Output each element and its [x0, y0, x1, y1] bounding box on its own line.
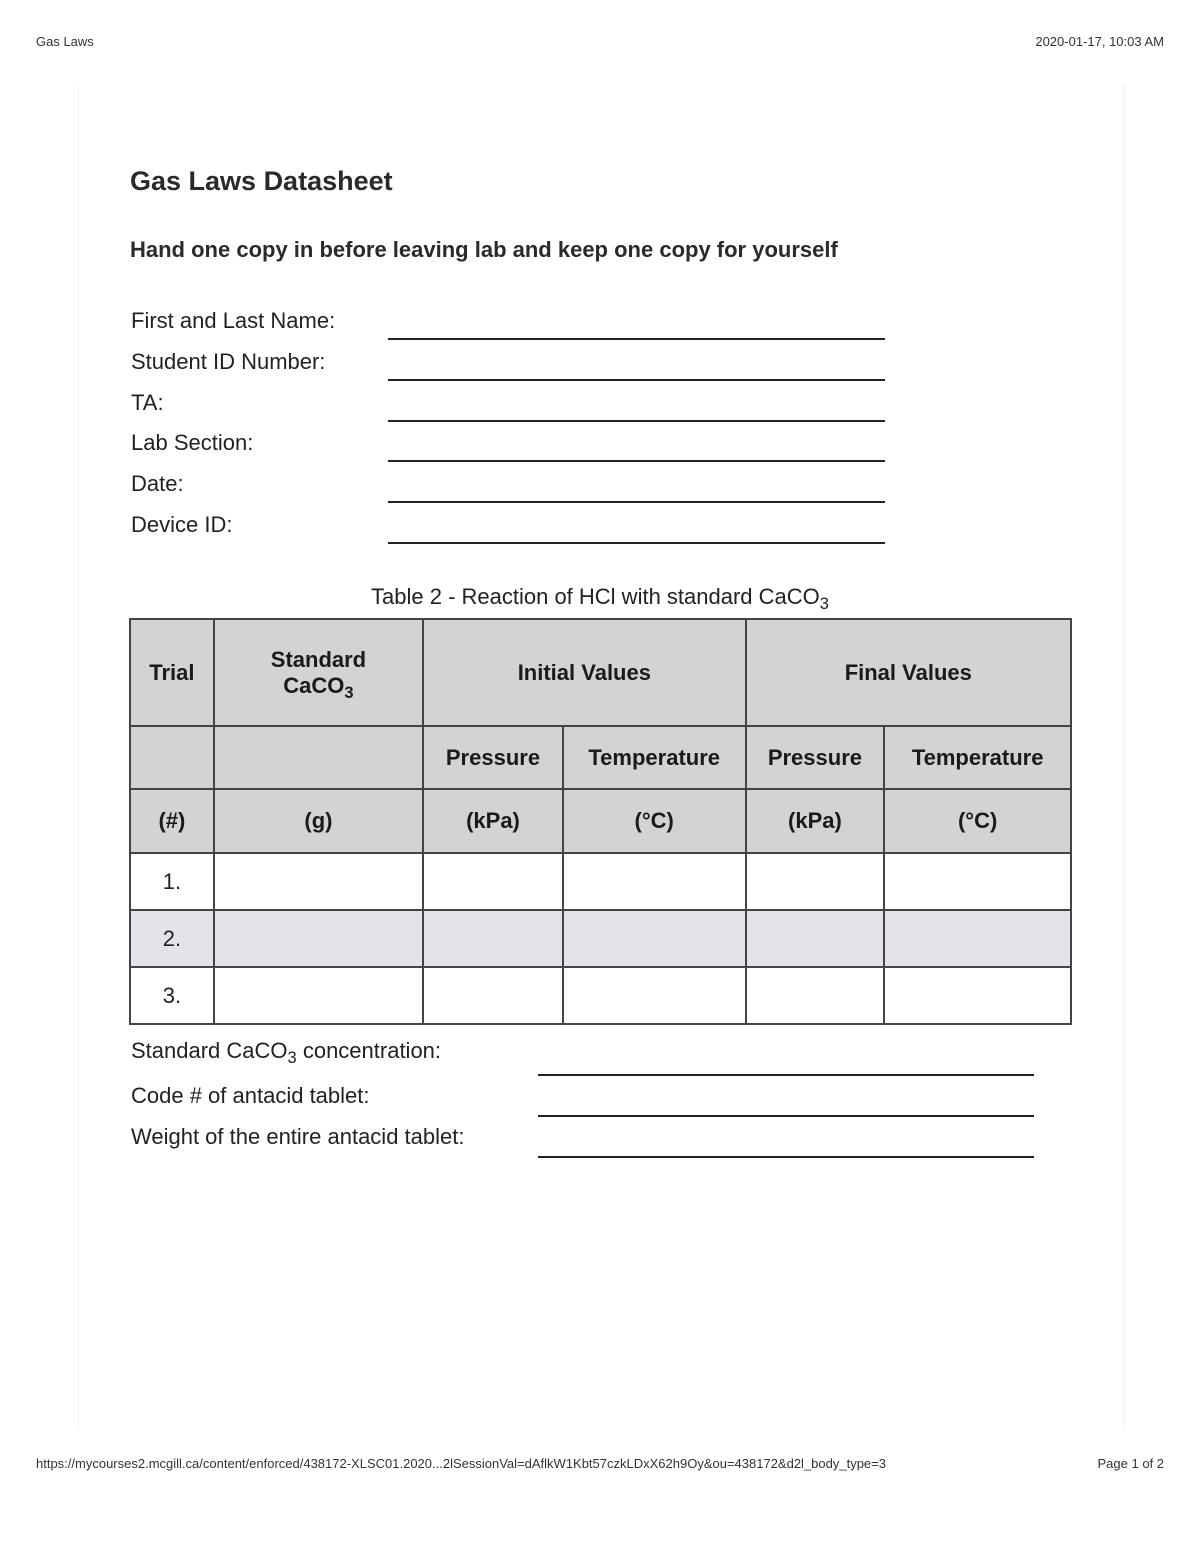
mass-cell[interactable] [214, 910, 423, 967]
column-header-standard-caco: CaCO [283, 672, 345, 698]
table-units-row [130, 789, 1071, 853]
column-header-initial-values: Initial Values [423, 619, 745, 726]
unit-initial-pressure: (kPa) [423, 789, 563, 853]
field-label: Code # of antacid tablet: [131, 1083, 370, 1108]
field-blank-line [538, 1074, 1034, 1076]
trial-number: 3. [130, 967, 214, 1024]
print-footer-page-number: Page 1 of 2 [1097, 1456, 1164, 1471]
table-caption-subscript: 3 [819, 594, 829, 613]
field-label: Weight of the entire antacid tablet: [131, 1124, 465, 1149]
column-header-standard [214, 619, 423, 726]
table-header-row [130, 619, 1071, 726]
field-blank-line [388, 460, 885, 462]
print-footer [36, 1456, 1164, 1471]
final-pressure-cell[interactable] [746, 967, 885, 1024]
concentration-label-post: concentration: [296, 1038, 442, 1063]
field-device-id [130, 512, 890, 546]
final-temperature-cell[interactable] [884, 853, 1071, 910]
field-label: Lab Section: [131, 430, 254, 455]
column-header-final-temperature: Temperature [884, 726, 1071, 789]
table-row [130, 910, 1071, 967]
table-subheader-row [130, 726, 1071, 789]
print-header [36, 34, 1164, 49]
mass-cell[interactable] [214, 967, 423, 1024]
column-header-standard-subscript: 3 [344, 683, 354, 702]
table-row [130, 853, 1071, 910]
trial-number: 1. [130, 853, 214, 910]
concentration-label-pre: Standard CaCO [131, 1038, 288, 1063]
field-blank-line [388, 379, 885, 381]
document-subtitle: Hand one copy in before leaving lab and keep one copy for yourself [130, 237, 838, 262]
field-blank-line [388, 501, 885, 503]
field-label: Date: [131, 471, 184, 496]
table-caption-text: Table 2 - Reaction of HCl with standard CaCO [371, 584, 820, 609]
concentration-label-subscript: 3 [287, 1048, 297, 1067]
final-pressure-cell[interactable] [746, 910, 885, 967]
mass-cell[interactable] [214, 853, 423, 910]
final-temperature-cell[interactable] [884, 910, 1071, 967]
column-header-initial-pressure: Pressure [423, 726, 563, 789]
print-header-timestamp: 2020-01-17, 10:03 AM [1035, 34, 1164, 49]
field-label: TA: [131, 390, 164, 415]
column-header-standard-line1: Standard [270, 646, 367, 672]
final-pressure-cell[interactable] [746, 853, 885, 910]
field-antacid-code [130, 1083, 1040, 1117]
column-header-trial: Trial [130, 619, 214, 726]
empty-header-cell [130, 726, 214, 789]
field-date [130, 471, 890, 505]
field-ta [130, 390, 890, 424]
field-label: First and Last Name: [131, 308, 336, 333]
unit-trial: (#) [130, 789, 214, 853]
field-blank-line [538, 1115, 1034, 1117]
field-lab-section [130, 430, 890, 464]
table-row [130, 967, 1071, 1024]
final-temperature-cell[interactable] [884, 967, 1071, 1024]
initial-pressure-cell[interactable] [423, 967, 563, 1024]
field-blank-line [388, 338, 885, 340]
unit-final-pressure: (kPa) [746, 789, 885, 853]
initial-pressure-cell[interactable] [423, 853, 563, 910]
initial-temperature-cell[interactable] [563, 853, 746, 910]
print-footer-url: https://mycourses2.mcgill.ca/content/enforced/438172-XLSC01.2020...2lSessionVal=dAflkW1Kbt57czkLDxX62h9Oy&ou=438172&d2l_body_type=3 [36, 1456, 886, 1471]
unit-initial-temperature: (°C) [563, 789, 746, 853]
field-name [130, 308, 890, 342]
trial-number: 2. [130, 910, 214, 967]
column-header-final-values: Final Values [746, 619, 1071, 726]
field-label: Student ID Number: [131, 349, 326, 374]
field-blank-line [538, 1156, 1034, 1158]
unit-final-temperature: (°C) [884, 789, 1071, 853]
empty-header-cell [214, 726, 423, 789]
field-blank-line [388, 420, 885, 422]
initial-temperature-cell[interactable] [563, 910, 746, 967]
column-header-final-pressure: Pressure [746, 726, 885, 789]
field-blank-line [388, 542, 885, 544]
field-label: Device ID: [131, 512, 233, 537]
print-header-title: Gas Laws [36, 34, 94, 49]
field-label [131, 1038, 442, 1067]
column-header-initial-temperature: Temperature [563, 726, 746, 789]
field-antacid-weight [130, 1124, 1040, 1158]
document-title: Gas Laws Datasheet [130, 166, 393, 196]
data-table [129, 618, 1072, 1025]
field-student-id [130, 349, 890, 383]
initial-temperature-cell[interactable] [563, 967, 746, 1024]
field-concentration [130, 1038, 1040, 1072]
initial-pressure-cell[interactable] [423, 910, 563, 967]
unit-mass: (g) [214, 789, 423, 853]
table-caption [130, 584, 1070, 613]
